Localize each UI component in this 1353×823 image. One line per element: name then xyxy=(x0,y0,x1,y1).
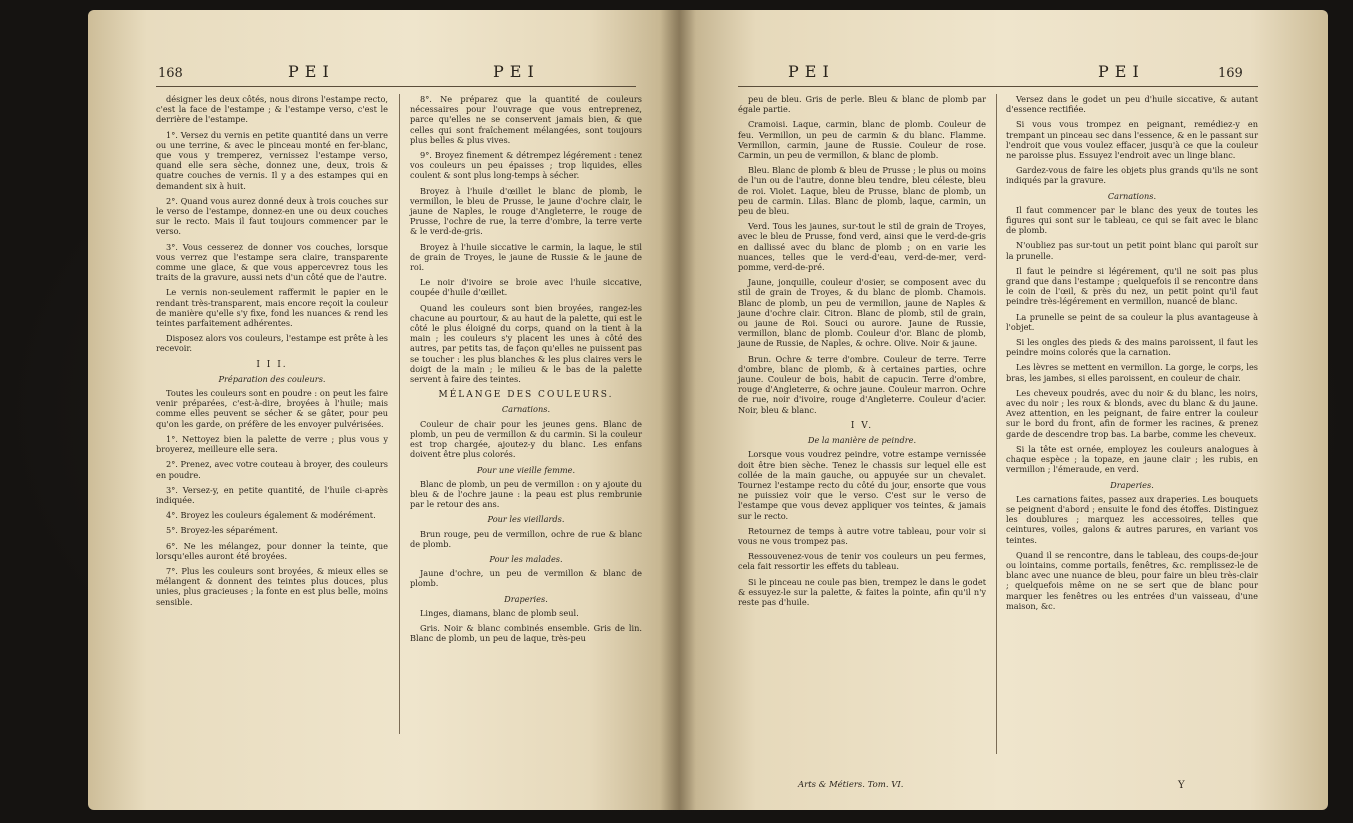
paragraph: Le noir d'ivoire se broie avec l'huile siccative, coupée d'huile d'œillet. xyxy=(410,277,642,298)
left-running-head-2: PEI xyxy=(493,62,540,81)
right-running-head-2: PEI xyxy=(1098,62,1145,81)
section-heading: Draperies. xyxy=(504,593,548,604)
section-heading: Pour les malades. xyxy=(489,553,563,564)
paragraph: Il faut commencer par le blanc des yeux de toutes les figures qui sont sur le tableau, ce qui se fait avec le blanc de plomb. xyxy=(1006,204,1258,236)
section-heading: Pour les vieillards. xyxy=(487,514,565,525)
paragraph: Cramoisi. Laque, carmin, blanc de plomb. Couleur de feu. Vermillon, un peu de carmin & du blanc. Flamme. Vermillon, carmin, jaune de Russie. Couleur de rose. Carmin, un peu de vermillon, & blanc de plomb. xyxy=(738,119,986,161)
section-number: I I I. xyxy=(256,359,288,370)
left-head-rule xyxy=(156,86,636,87)
paragraph: Retournez de temps à autre votre tableau, pour voir si vous ne vous trompez pas. xyxy=(738,525,986,546)
left-page xyxy=(88,10,678,810)
section-heading: Carnations. xyxy=(501,404,551,415)
paragraph: Versez dans le godet un peu d'huile siccative, & autant d'essence rectifiée. xyxy=(1006,94,1258,115)
section-heading: Draperies. xyxy=(1110,479,1154,490)
paragraph: 2°. Quand vous aurez donné deux à trois couches sur le verso de l'estampe, donnez-en une ou deux couches sur le recto. Mais il faut toujours commencer par le verso. xyxy=(156,195,388,237)
paragraph: Il faut le peindre si légérement, qu'il ne soit pas plus grand que dans l'estampe ; quelquefois il se rencontre dans le coin de l'œil, & près du nez, un petit point qu'il faut peindre très-légérement en vermillon, nuancé de blanc. xyxy=(1006,265,1258,307)
section-heading: Pour une vieille femme. xyxy=(476,464,576,475)
left-column-1 xyxy=(156,94,388,612)
left-column-2 xyxy=(410,94,642,648)
paragraph: 2°. Prenez, avec votre couteau à broyer, des couleurs en poudre. xyxy=(156,459,388,480)
paragraph: Bleu. Blanc de plomb & bleu de Prusse ; le plus ou moins de l'un ou de l'autre, donne bleu tendre, bleu céleste, bleu de roi. Violet. Laque, bleu de Prusse, blanc de plomb, un peu de carmin. Lilas. Blanc de plomb, laque, carmin, un peu de bleu. xyxy=(738,165,986,217)
paragraph: peu de bleu. Gris de perle. Bleu & blanc de plomb par égale partie. xyxy=(738,94,986,115)
paragraph: 5°. Broyez-les séparément. xyxy=(166,525,278,536)
right-page xyxy=(678,10,1328,810)
paragraph: 7°. Plus les couleurs sont broyées, & mieux elles se mélangent & donnent des teintes plus douces, plus unies, plus gracieuses ; la fonte en est plus belle, moins sensible. xyxy=(156,565,388,607)
paragraph: Les cheveux poudrés, avec du noir & du blanc, les noirs, avec du noir ; les roux & blonds, avec du blanc & du jaune. Avez attention, en les peignant, de faire entrer la couleur sur le bord du front, afin de former les racines, & prenez garde de descendre trop bas. La barbe, comme les cheveux. xyxy=(1006,387,1258,439)
paragraph: Si le pinceau ne coule pas bien, trempez le dans le godet & essuyez-le sur la palette, & faites la pointe, afin qu'il n'y reste pas d'huile. xyxy=(738,576,986,607)
paragraph: Broyez à l'huile siccative le carmin, la laque, le stil de grain de Troyes, le jaune de Russie & le jaune de roi. xyxy=(410,241,642,273)
paragraph: Le vernis non-seulement raffermit le papier en le rendant très-transparent, mais encore reçoit la couleur de manière qu'elle s'y fixe, fond les nuances & rend les teintes parfaitement adhérentes. xyxy=(156,287,388,329)
section-number: MÉLANGE DES COULEURS. xyxy=(438,390,614,401)
left-page-number: 168 xyxy=(158,66,183,81)
paragraph: Toutes les couleurs sont en poudre : on peut les faire venir préparées, c'est-à-dire, broyées à l'huile; mais comme elles peuvent se sécher & se gâter, pour peu qu'on les garde, on préfère de les envoyer pulvérisées. xyxy=(156,388,388,429)
paragraph: Les lèvres se mettent en vermillon. La gorge, le corps, les bras, les jambes, si elles paroissent, en couleur de chair. xyxy=(1006,362,1258,383)
paragraph: Si la tête est ornée, employez les couleurs analogues à chaque espèce ; la topaze, en jaune clair ; les rubis, en vermillon ; l'émeraude, en verd. xyxy=(1006,443,1258,475)
paragraph: Couleur de chair pour les jeunes gens. Blanc de plomb, un peu de vermillon & du carmin. Si la couleur est trop chargée, ajoutez-y du blanc. Les enfans doivent être plus colorés. xyxy=(410,418,642,460)
paragraph: Lorsque vous voudrez peindre, votre estampe vernissée doit être bien sèche. Tenez le chassis sur lequel elle est collée de la main gauche, ou appuyée sur un chevalet. Tournez l'estampe recto du côté du jour, ensorte que vous ne puissiez voir que le verso. C'est sur le verso de l'estampe que vous devez appliquer vos teintes, & jamais sur le recto. xyxy=(738,449,986,521)
paragraph: Jaune, jonquille, couleur d'osier, se composent avec du stil de grain de Troyes, & du blanc de plomb. Chamois. Blanc de plomb, un peu de vermillon, jaune de Naples & jaune d'ochre clair. Citron. Blanc de plomb, stil de grain, ou jaune de Roi. Souci ou aurore. Jaune de Russie, vermillon, blanc de plomb. Couleur d'or. Blanc de plomb, jaune de Russie, de Naples, & ochre. Olive. Noir & jaune. xyxy=(738,277,986,349)
paragraph: 3°. Vous cesserez de donner vos couches, lorsque vous verrez que l'estampe sera claire, transparente comme une glace, & que vous appercevrez tous les traits de la gravure, aussi nets d'un côté que de l'autre. xyxy=(156,241,388,283)
open-book xyxy=(88,10,1328,810)
paragraph: 3°. Versez-y, en petite quantité, de l'huile ci-après indiquée. xyxy=(156,484,388,505)
paragraph: Gris. Noir & blanc combinés ensemble. Gris de lin. Blanc de plomb, un peu de laque, très-peu xyxy=(410,622,642,644)
right-head-rule xyxy=(738,86,1258,87)
paragraph: Gardez-vous de faire les objets plus grands qu'ils ne sont indiqués par la gravure. xyxy=(1006,165,1258,186)
right-page-number: 169 xyxy=(1218,66,1243,81)
left-column-divider xyxy=(399,94,400,734)
left-running-head: PEI xyxy=(288,62,335,81)
paragraph: Disposez alors vos couleurs, l'estampe est prête à les recevoir. xyxy=(156,333,388,354)
paragraph: La prunelle se peint de sa couleur la plus avantageuse à l'objet. xyxy=(1006,311,1258,332)
paragraph: Brun. Ochre & terre d'ombre. Couleur de terre. Terre d'ombre, blanc de plomb, & à certaines parties, ochre jaune. Couleur de bois, habit de capucin. Terre d'ombre, rouge d'Angleterre, & ochre jaune. Couleur marron. Ochre de rue, noir d'ivoire, rouge d'Angleterre. Couleur d'acier. Noir, bleu & blanc. xyxy=(738,353,986,415)
paragraph: Linges, diamans, blanc de plomb seul. xyxy=(420,607,579,618)
book-gutter xyxy=(660,10,696,810)
paragraph: Broyez à l'huile d'œillet le blanc de plomb, le vermillon, le bleu de Prusse, le jaune d'ochre clair, le jaune de Naples, le rouge d'Angleterre, le rouge de Prusse, l'ochre de rue, la terre d'ombre, la terre verte & le verd-de-gris. xyxy=(410,185,642,237)
paragraph: Si vous vous trompez en peignant, remédiez-y en trempant un pinceau sec dans l'essence, & en le passant sur l'endroit que vous voulez effacer, jusqu'à ce que la couleur ne paroisse plus. Essuyez l'endroit avec un linge blanc. xyxy=(1006,119,1258,161)
right-column-divider xyxy=(996,94,997,754)
paragraph: 1°. Nettoyez bien la palette de verre ; plus vous y broyerez, meilleure elle sera. xyxy=(156,433,388,455)
section-number: I V. xyxy=(850,420,874,431)
section-heading: Carnations. xyxy=(1107,190,1157,201)
paragraph: Quand les couleurs sont bien broyées, rangez-les chacune au pourtour, & au haut de la palette, qui est le côté le plus éloigné du corps, quand on la tient à la main ; les couleurs s'y placent les unes à côté des autres, par petits tas, de façon qu'elles ne puissent pas se toucher : les plus blanches & les plus claires vers le doigt de la main ; le milieu & le bas de la palette servent à faire des teintes. xyxy=(410,302,642,385)
paragraph: 4°. Broyez les couleurs également & modérément. xyxy=(166,510,376,521)
paragraph: 6°. Ne les mélangez, pour donner la teinte, que lorsqu'elles auront été broyées. xyxy=(156,540,388,561)
signature-mark: Y xyxy=(1178,780,1185,791)
paragraph: Verd. Tous les jaunes, sur-tout le stil de grain de Troyes, avec le bleu de Prusse, fond verd, ainsi que le verd-de-gris en dallissé avec du blanc de plomb ; on en varie les nuances, telles que le verd-d'eau, verd-de-mer, verd-pomme, verd-de-pré. xyxy=(738,221,986,273)
right-column-1 xyxy=(738,94,986,612)
footer-note: Arts & Métiers. Tom. VI. xyxy=(798,780,904,790)
section-heading: Préparation des couleurs. xyxy=(218,373,326,384)
paragraph: Les carnations faites, passez aux draperies. Les bouquets se peignent d'abord ; ensuite le fond des étoffes. Distinguez les doublures ; marquez les accessoires, telles que ceintures, voiles, galons & autres parures, en variant vos teintes. xyxy=(1006,493,1258,545)
paragraph: Jaune d'ochre, un peu de vermillon & blanc de plomb. xyxy=(410,568,642,589)
right-running-head: PEI xyxy=(788,62,835,81)
paragraph: 9°. Broyez finement & détrempez légérement : tenez vos couleurs un peu épaisses ; trop liquides, elles coulent & sont plus long-temps à sécher. xyxy=(410,150,642,181)
right-column-2 xyxy=(1006,94,1258,616)
paragraph: Si les ongles des pieds & des mains paroissent, il faut les peindre moins colorés que la carnation. xyxy=(1006,337,1258,358)
paragraph: Brun rouge, peu de vermillon, ochre de rue & blanc de plomb. xyxy=(410,528,642,549)
paragraph: 1°. Versez du vernis en petite quantité dans un verre ou une terrine, & avec le pinceau monté en fer-blanc, que vous y tremperez, vernissez l'estampe verso, quand elle sera sèche, donnez une, deux, trois & quatre couches de vernis. Il y a des estampes qui en demandent six à huit. xyxy=(156,129,388,191)
paragraph: 8°. Ne préparez que la quantité de couleurs nécessaires pour l'ouvrage que vous entreprenez, parce qu'elles ne se conservent jamais bien, & que celles qui sont fraîchement mélangées, sont toujours plus belles & plus vives. xyxy=(410,94,642,145)
paragraph: Blanc de plomb, un peu de vermillon : on y ajoute du bleu & de l'ochre jaune : la peau est plus rembrunie par le retour des ans. xyxy=(410,478,642,510)
paragraph: Quand il se rencontre, dans le tableau, des coups-de-jour ou lointains, comme portails, fenêtres, &c. remplissez-le de blanc avec une nuance de bleu, pour faire un bleu très-clair ; quelquefois même on ne se sert que de blanc pour marquer les fenêtres ou les entrées d'un vaisseau, d'une maison, &c. xyxy=(1006,549,1258,611)
paragraph: désigner les deux côtés, nous dirons l'estampe recto, c'est la face de l'estampe ; & l'estampe verso, c'est le derrière de l'estampe. xyxy=(156,94,388,125)
section-heading: De la manière de peindre. xyxy=(807,435,917,446)
paragraph: N'oubliez pas sur-tout un petit point blanc qui paroît sur la prunelle. xyxy=(1006,240,1258,261)
paragraph: Ressouvenez-vous de tenir vos couleurs un peu fermes, cela fait ressortir les effets du tableau. xyxy=(738,551,986,572)
